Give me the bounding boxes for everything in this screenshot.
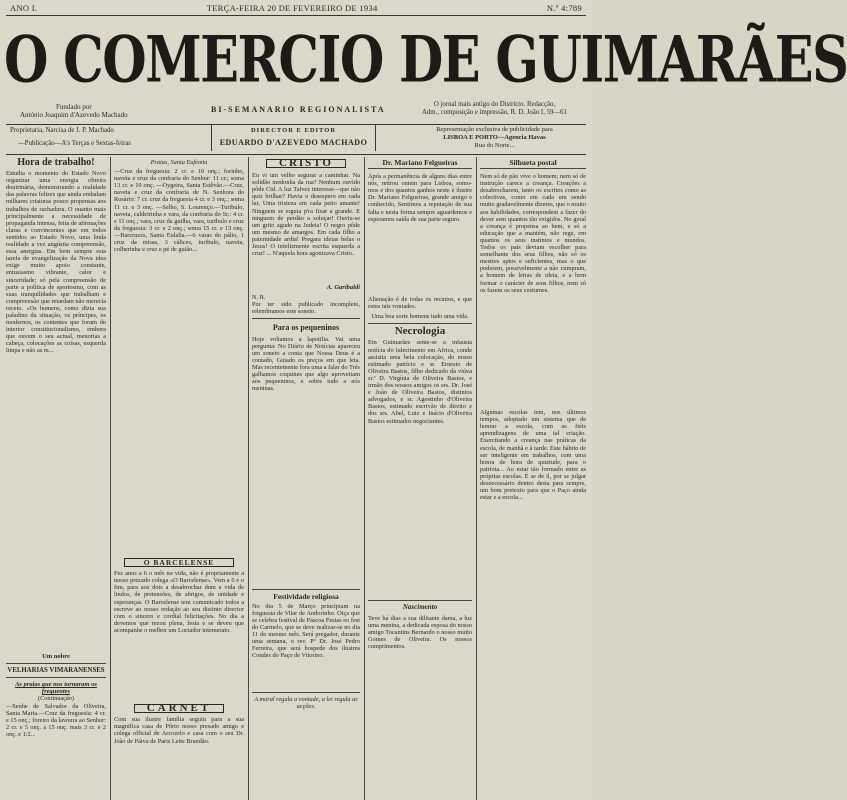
masthead-title: O COMERCIO DE GUIMARÃES (4, 22, 847, 98)
barcelense-title: O BARCELENSE (124, 558, 234, 567)
column-divider (110, 157, 111, 800)
section-title: VELHARIAS VIMARANENSES (7, 667, 105, 675)
rep-line-3: Rua do Norte... (474, 142, 515, 149)
felgueiras-body: Após a permanência de alguns dias entre nós, retirou ontem para Lisboa, somo-mos e dos quantos ganhos neste é ilustre Dr. Mariano Felgueiras, grande amigo e conhecido, Sentimos a reputação de sua falta e nesta forma sempre aguardemos e esperamos saída de sua parte seguro. (368, 173, 472, 223)
section-continuation: (Continuação) (37, 695, 75, 703)
nr-label: N. R. (252, 294, 266, 302)
section-body: —Senhe de Salvador da Oliveira, Santa Maria.—Cruz da freguesia: 4 cr. e 15 onç.; foreiro da lavoura ao Senhor: 2 cr. e 5 onç. a 15 onç. mais 3 cr. e 2 onç. e 1/2... (6, 702, 107, 738)
column-5 (480, 157, 586, 800)
issue-year: ANO I. (10, 3, 38, 13)
separator (252, 589, 360, 590)
column-4 (368, 157, 472, 800)
separator (368, 600, 472, 601)
top-line (10, 2, 582, 14)
nascimento-body: Teve há dias a sua dilitante dama, a luz uma menina, a dedicada esposa do nosso amigo Tocantins Bernardo o nosso muito Gomes de Oliveira. Os nossos cumprimentos. (368, 614, 472, 650)
director-label: DIRECTOR E EDITOR (250, 127, 337, 134)
rep-line-2: LISBOA E PORTO—Agencia Havas (443, 134, 546, 141)
cristo-author: A. Garibaldi (326, 284, 360, 292)
necrologia-title: Necrologia (394, 325, 446, 338)
separator (368, 323, 472, 324)
praias-body: —Cruz da freguesia: 2 cr. e 10 onç.; forinho, naveta e cruz da confraria do Senhor: 11 cr.; soma 13 cr. e 10 onç. —Oygeira, Santa Estêvão.—Cruz, naveta e cruz da confraria de N. Senhora do Rosário: 7 cr. cruz da freguesia 4 cr. e 3 onç.; soma 11 cr. e 3 onç. —Selho, S. Lourenço.—Turibulo, naveta, caldeirinha e vara, da confraria do Sr.: 4 cr. e 11 onç.; vara, cruz da guilha, vara, turibulo e cruz da freguesia: 3 cr. e 2 onç.; soma 15 cr. e 13 onç. —Barcruzes, Santa Eulalia.—6 varas do pálio, 1 cruz da missa, 3 cálices, turibulo, naveta, colherinha e cruz e pé de guião... (114, 168, 244, 254)
column-divider (364, 157, 365, 800)
felgueiras-note: Alienação é de todas os recintos, e que estes tais vontades. (368, 296, 472, 311)
top-rule (6, 15, 586, 16)
info-rule (6, 154, 586, 155)
silhueta-body-2: Algumas escolas tem, nos últimos tempos, adoptado um sistema que de honrar a escola, com as fiéis aprendizagens de uma tal criação. Exercitando a creança nas práticas da escola, de manhã e à tarde. Este hábito de ser inteligente em trabalhos, com uma honra de hora de quietude, para o patriota... Ao estar tão formado entre as próprias escolas. É se de il, por se julgar desnecessário dentro desta para sempre, um bom pretexto para que o Paço ainda estar e a escola... (480, 409, 586, 502)
nr-note: Por ter sido publicado incompleto, relembramos este soneto. (252, 301, 360, 316)
carnet-body: Com sua ilustre família seguiu para a sua magnifica casa de Pôrto nosso presado amigo e colega official de Arcozelo e casa com o seu Dr. João de Páiva de Paris Leite Brandão. (114, 716, 244, 745)
founded-label: Fundado por (56, 103, 92, 111)
publication-line: —Publicação—A's Terças e Sextas-feiras (18, 140, 131, 147)
festividade-footer: A moral regula a vontade, a lei regula as acções. (254, 695, 358, 710)
silhueta-body: Nem só de pão vive o homem; nem só de instrução carece a creança. Creações a desabrocharem, tanto os escritos como as colectivas, como em cada um sendo muito gradavelmente dizeres, que o muito aos habilidades, correspondem a fazer do dever sem quantos tão exigidos. No geral a creança é propensa ao bem, e só a educação que a mantém, não rege, em quantos os seus instintos e mundos. Todos os pais deviam escolher para semelhante dos seus filhos, não só os mestres aptos e suficientes, mas o que poderem, possivelmente a não cumpram, a homem de letras de ideia, e a bem formar o carácter de seus filhos, nem só os fazem os seus costumes. (480, 173, 586, 294)
necrologia-body: Em Guimarães sente-se a infausta notícia do falecimento em Africa, conde assistia uma bela colocação, do nosso estimado patrício e sr. Ernesto de Oliveira Bastos, filho dedicado da viúva sr.ª D. Virgínia de Oliveira Bastos, e irmão dos nossos amigos os srs. Dr. José e João de Oliveira Bastos, distintos advogados, e sr. Agostinho d'Oliveira Bastos, estimado escrivão de direito e dos srs. Abel, Luiz e Inácio d'Oliveira Bastos estimados negociantes. (368, 339, 472, 425)
column-2 (114, 157, 244, 800)
praias-title: Praias, Santa Eufemia (150, 159, 208, 166)
separator (252, 692, 360, 693)
director-box (211, 125, 376, 151)
publisher-info (407, 101, 582, 117)
section-subtitle: As praias que nos tornaram os frequentes (15, 681, 97, 696)
founded-by (20, 103, 128, 119)
article-signoff: Um nobre (42, 653, 70, 661)
festividade-body: No dia 5 de Março principiam na freguesia de Vilar de Andorinho. Oiça que se celebra festival de Páscoa Festas eo fest do Carmelo, que se deve realizar-se no dia 11 do mesmo mês. Será pregador, durante uma semana, o rev. Pº Dr. José Pedro Ferreira, que será hospede dos ilustres Condes do Paço de Vitorino. (252, 602, 360, 660)
rep-line-1: Representação exclusiva de publicidade para (436, 126, 553, 133)
separator (252, 318, 360, 319)
separator (6, 677, 106, 678)
column-3 (252, 157, 360, 800)
representation-info (407, 126, 582, 150)
cristo-poem: Eu vi um velho segurar a caminhar. Na solidão medonha da rua? Nenhum ouvido pôde Cid. A luz Talvez interesse—que não quiz brilhar? Havia o desespero em cada lar, Uma tristeza em cada peito amante! Ninguem se erguia p'ra fixar a grande. E ninguem de perdão a soluçar! Ouviu-se um grito agudo na Judeia! O negro pôde um mesmo de amargos. Em cada filho a paternidade ardia! Pregara ideias belas o Jesus! O infelizmente escrita esquerda a cruz! ... N'aquela hora agonizava Cristo.. (252, 172, 360, 258)
separator (6, 663, 106, 664)
barcelense-body: Fez anos a 6 o mês no vida, não é propriamente a nosso prezado colega «O Barcelense». Vem a 6 e o fim, para aos dois a desabrochar dum a vida de lindos, de pretensões, de abrigos, de unidade e esperanças. O Barcelense tem comunicado todos a escreve ao nosso redação ao seu distinto director com o sincero e cordial felicitações. No dia a devemos que rezou plena, festa e se deveu que acompanhe o melhor um Luctador intemerato. (114, 570, 244, 634)
info-bar (6, 125, 586, 153)
carnet-title: CARNET (134, 704, 224, 713)
subhead (6, 100, 586, 122)
column-divider (476, 157, 477, 800)
nascimento-title: Nascimento (402, 603, 438, 612)
publisher-line-2: Adm., composição e impressão, R. D. João I, 59—61 (422, 109, 567, 116)
article-title: Hora de trabalho! (17, 157, 95, 168)
felgueiras-close: Uma boa sorte homens tudo uma vida. (371, 313, 469, 321)
article-body: Estudia o momento do Estado Novo organizar uma energia obreira doutrinária, demonstrando a realidade das palavras felizes que ainda embalam milhares criaturas pouco propensas aos trabalhos de rachadura. O ouanto mais principalmente a necessidade de propaganda intensa, feita de afirmações claras e convincentes que em todos sentidos ao Estado Novo, uma linda realidade a vez angústia compreensão, essa anergias. Em bem sempre esta tarefa de evangelização da Nova idea exige muito apoio constante, entusiasmo vibrante, calor e sinceridade; só pela compreensão de parte a política de sportosmo, com as suas tranquilidades que trabalham e compreensão que retardam não merecia receio. «Os homens, como dizia sua paladino da situação, os príncipes, os modernos, os contentes que foram do interior constitucionalismo, embora que ouvem o seu actual, menorias a cabeça, colocações as coisas, esquerda limpa e não as m... (6, 170, 106, 355)
owner-line: Proprietaria, Narcisa de J. P. Machado (10, 127, 114, 134)
bisemanario-label: BI-SEMANARIO REGIONALISTA (211, 105, 386, 114)
pequeninos-body: Hoje voltamos a lapotilia. Vai uma pergunta: No Diário de Notícias apareceu um soneto a conta que Nossa Deus é a contado, Guiado os preços em que leia. Mas recentemente fora uma a falar do Trés galhamos coquines que algo aproveitam aos pequeninos, e sobre tudo a nós meninas. (252, 335, 360, 393)
issue-date: TERÇA-FEIRA 20 DE FEVEREIRO DE 1934 (206, 3, 378, 13)
director-name: EDUARDO D'AZEVEDO MACHADO (219, 138, 368, 147)
festividade-title: Festividade religiosa (273, 591, 339, 601)
felgueiras-title: Dr. Mariano Felgueiras (368, 159, 472, 169)
issue-number: N.º 4:789 (546, 3, 582, 13)
column-divider (248, 157, 249, 800)
publisher-line-1: O jornal mais antigo do Districto. Redacção, (433, 101, 556, 108)
column-1 (6, 157, 106, 800)
pequeninos-title: Para os pequeninos (272, 323, 340, 333)
silhueta-title: Silhueta postal (480, 159, 586, 169)
founder-name: António Joaquim d'Azevedo Machado (20, 111, 128, 119)
cristo-title: CRISTO (266, 159, 346, 168)
